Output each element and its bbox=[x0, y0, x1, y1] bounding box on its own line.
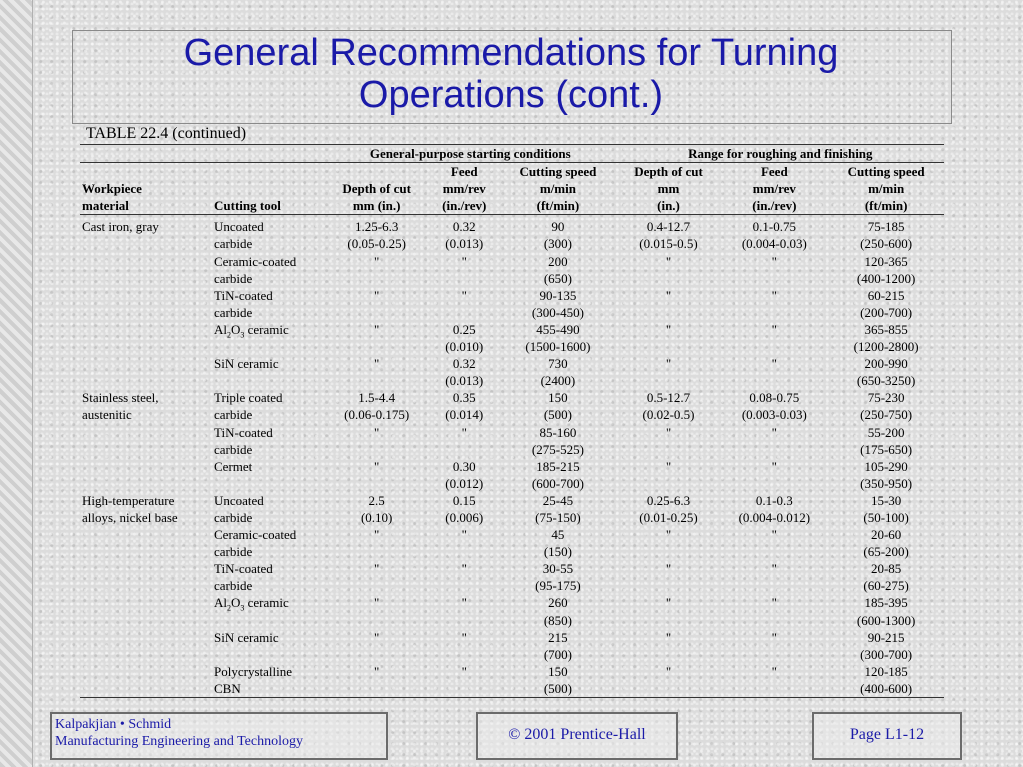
table-cell: (200-700) bbox=[860, 304, 913, 320]
table-cell bbox=[80, 475, 212, 492]
table-row bbox=[80, 270, 944, 287]
table-cell: 0.5-12.7 bbox=[646, 390, 691, 406]
table-cell: " bbox=[771, 629, 777, 645]
table-cell: (500) bbox=[543, 680, 572, 696]
table-cell: (0.013) bbox=[445, 236, 484, 252]
table-cell bbox=[80, 577, 212, 594]
table-cell bbox=[429, 680, 499, 698]
table-cell: " bbox=[665, 458, 672, 474]
table-row bbox=[80, 509, 944, 526]
table-cell: (60-275) bbox=[863, 578, 909, 594]
table-cell: (0.02-0.5) bbox=[642, 407, 695, 423]
table-cell: austenitic bbox=[82, 407, 132, 423]
header-cell: (in./rev) bbox=[429, 197, 499, 215]
table-cell: carbide bbox=[214, 236, 253, 252]
footer-copyright-box bbox=[476, 712, 678, 760]
table-cell bbox=[429, 270, 499, 287]
header-cell bbox=[80, 163, 212, 181]
table-cell: High-temperature bbox=[82, 492, 175, 508]
table-cell: " bbox=[771, 663, 777, 679]
footer-authors: Kalpakjian • Schmid bbox=[55, 717, 172, 732]
table-row bbox=[80, 304, 944, 321]
table-cell: (400-600) bbox=[860, 680, 913, 696]
table-cell: " bbox=[374, 561, 380, 577]
header-cell: Workpiece bbox=[82, 181, 142, 197]
table-row bbox=[80, 629, 944, 646]
table-cell: 0.25-6.3 bbox=[646, 492, 691, 508]
table-row bbox=[80, 646, 944, 663]
header-cell: material bbox=[80, 197, 212, 215]
footer-page-number: Page L1-12 bbox=[849, 726, 925, 743]
table-cell: carbide bbox=[214, 270, 253, 286]
header-cell: Depth of cut bbox=[342, 181, 411, 197]
table-cell: 200-990 bbox=[864, 356, 908, 372]
table-cell: 20-85 bbox=[870, 561, 902, 577]
table-cell: (0.013) bbox=[445, 373, 484, 389]
table-cell: " bbox=[374, 663, 380, 679]
table-cell: (0.004-0.012) bbox=[738, 509, 811, 525]
table-cell bbox=[80, 526, 212, 543]
table-row bbox=[80, 372, 944, 389]
table-cell bbox=[324, 338, 429, 355]
table-cell: (250-750) bbox=[860, 407, 913, 423]
table-cell: (0.006) bbox=[445, 509, 484, 525]
header-cell: (in./rev) bbox=[720, 197, 828, 215]
table-cell: Uncoated bbox=[214, 219, 264, 235]
table-cell bbox=[80, 287, 212, 304]
table-cell: 0.32 bbox=[452, 219, 476, 235]
table-cell: " bbox=[665, 287, 672, 303]
table-cell: " bbox=[461, 595, 467, 611]
table-cell: " bbox=[374, 356, 380, 372]
table-cell bbox=[429, 543, 499, 560]
table-cell bbox=[617, 577, 721, 594]
table-cell: (300) bbox=[543, 236, 572, 252]
table-cell: " bbox=[771, 253, 777, 269]
header-cell: (ft/min) bbox=[828, 197, 944, 215]
table-cell: 200 bbox=[548, 253, 568, 269]
table-cell: 0.25 bbox=[452, 321, 476, 337]
table-cell: " bbox=[461, 424, 467, 440]
table-cell bbox=[212, 646, 324, 663]
table-cell: CBN bbox=[214, 680, 241, 696]
table-cell: Cast iron, gray bbox=[82, 219, 159, 235]
table-cell: (300-700) bbox=[860, 646, 913, 662]
table-cell: Cermet bbox=[214, 458, 253, 474]
table-cell: " bbox=[665, 356, 672, 372]
table-cell: 15-30 bbox=[870, 492, 902, 508]
table-cell: " bbox=[461, 527, 467, 543]
header-cell: Feed bbox=[760, 164, 788, 180]
table-cell: 730 bbox=[548, 356, 568, 372]
table-cell bbox=[617, 338, 721, 355]
slide-title bbox=[72, 32, 950, 116]
table-cell: 90-135 bbox=[539, 287, 577, 303]
group-header-general: General-purpose starting conditions bbox=[324, 145, 617, 163]
header-cell bbox=[212, 180, 324, 197]
table-cell: (150) bbox=[543, 544, 572, 560]
table-row bbox=[80, 441, 944, 458]
footer-copyright: © 2001 Prentice-Hall bbox=[508, 726, 646, 743]
table-cell: 120-365 bbox=[864, 253, 908, 269]
header-cell: mm/rev bbox=[442, 181, 486, 197]
table-row bbox=[80, 475, 944, 492]
table-cell: $Al_2O_3$ ceramic bbox=[214, 595, 289, 614]
table-cell: SiN ceramic bbox=[214, 629, 279, 645]
table-cell: (0.015-0.5) bbox=[639, 236, 698, 252]
table-cell bbox=[80, 253, 212, 270]
table-cell bbox=[324, 612, 429, 629]
header-cell: Cutting speed bbox=[847, 164, 925, 180]
table-cell: " bbox=[771, 424, 777, 440]
table-cell bbox=[429, 612, 499, 629]
table-cell: " bbox=[461, 253, 467, 269]
header-cell: Cutting tool bbox=[212, 197, 324, 215]
table-cell: (300-450) bbox=[531, 304, 584, 320]
table-cell bbox=[617, 372, 721, 389]
table-cell: TiN-coated bbox=[214, 561, 273, 577]
table-cell bbox=[720, 304, 828, 321]
table-cell: (0.05-0.25) bbox=[347, 236, 406, 252]
table-cell: " bbox=[771, 458, 777, 474]
title-line-1: General Recommendations for Turning bbox=[183, 32, 839, 74]
table-cell: 150 bbox=[548, 390, 568, 406]
table-cell: 75-185 bbox=[867, 219, 905, 235]
table-cell: TiN-coated bbox=[214, 424, 273, 440]
table-cell: 2.5 bbox=[368, 492, 385, 508]
table-cell: (0.010) bbox=[445, 339, 484, 355]
table-row bbox=[80, 389, 944, 406]
table-cell: 0.4-12.7 bbox=[646, 219, 691, 235]
table-cell: (650-3250) bbox=[856, 373, 916, 389]
table-cell: (65-200) bbox=[863, 544, 909, 560]
table-cell bbox=[212, 612, 324, 629]
table-cell bbox=[429, 441, 499, 458]
table-cell: (700) bbox=[543, 646, 572, 662]
table-row bbox=[80, 458, 944, 475]
table-cell: " bbox=[374, 458, 380, 474]
table-row bbox=[80, 492, 944, 509]
table-cell bbox=[80, 338, 212, 355]
table-cell: 0.1-0.75 bbox=[752, 219, 796, 235]
table-cell: " bbox=[665, 424, 672, 440]
table-row bbox=[80, 680, 944, 698]
table-cell bbox=[80, 560, 212, 577]
table-row bbox=[80, 287, 944, 304]
table-cell: (0.004-0.03) bbox=[741, 236, 807, 252]
header-cell: m/min bbox=[539, 181, 576, 197]
table-cell: " bbox=[771, 321, 777, 337]
table-cell: " bbox=[374, 629, 380, 645]
table-row bbox=[80, 424, 944, 441]
table-cell: (50-100) bbox=[863, 509, 909, 525]
table-cell bbox=[720, 372, 828, 389]
left-decorative-bar bbox=[0, 0, 33, 767]
table-cell bbox=[324, 475, 429, 492]
table-cell: 0.15 bbox=[452, 492, 476, 508]
table-cell bbox=[720, 543, 828, 560]
table-cell bbox=[429, 577, 499, 594]
table-cell: (850) bbox=[543, 612, 572, 628]
table-cell: 105-290 bbox=[864, 458, 908, 474]
table-cell: 215 bbox=[548, 629, 568, 645]
table-caption: TABLE 22.4 (continued) bbox=[86, 125, 247, 142]
table-cell: " bbox=[374, 321, 380, 337]
table-cell bbox=[212, 372, 324, 389]
table-cell bbox=[324, 304, 429, 321]
table-cell: " bbox=[461, 663, 467, 679]
table-cell: (400-1200) bbox=[856, 270, 916, 286]
table-cell bbox=[720, 577, 828, 594]
table-cell: " bbox=[374, 424, 380, 440]
table-cell bbox=[80, 355, 212, 372]
footer-page-box bbox=[812, 712, 962, 760]
table-cell: $Al_2O_3$ ceramic bbox=[214, 321, 289, 340]
table-cell: " bbox=[665, 663, 672, 679]
table-row bbox=[80, 560, 944, 577]
table-cell: (1500-1600) bbox=[525, 339, 591, 355]
table-cell: 25-45 bbox=[542, 492, 574, 508]
table-cell bbox=[617, 680, 721, 698]
table-cell: carbide bbox=[214, 441, 253, 457]
table-cell: carbide bbox=[214, 407, 253, 423]
table-cell: Stainless steel, bbox=[82, 390, 159, 406]
table-cell bbox=[617, 612, 721, 629]
table-cell: " bbox=[665, 253, 672, 269]
table-cell bbox=[617, 646, 721, 663]
table-cell: (500) bbox=[543, 407, 572, 423]
table-cell: " bbox=[665, 561, 672, 577]
table-cell bbox=[212, 475, 324, 492]
table-cell bbox=[80, 612, 212, 629]
table-cell: " bbox=[374, 287, 380, 303]
table-cell bbox=[80, 458, 212, 475]
table-cell: alloys, nickel base bbox=[82, 509, 178, 525]
table-cell: (0.01-0.25) bbox=[639, 509, 698, 525]
table-cell: 75-230 bbox=[867, 390, 905, 406]
table-cell: 455-490 bbox=[536, 321, 580, 337]
table-cell: 1.25-6.3 bbox=[354, 219, 399, 235]
header-cell: mm/rev bbox=[752, 181, 796, 197]
table-cell: Ceramic-coated bbox=[214, 527, 297, 543]
table-cell: (0.003-0.03) bbox=[741, 407, 807, 423]
table-cell: TiN-coated bbox=[214, 287, 273, 303]
table-cell bbox=[617, 543, 721, 560]
table-cell bbox=[720, 338, 828, 355]
table-cell: 0.08-0.75 bbox=[749, 390, 800, 406]
table-cell bbox=[80, 594, 212, 611]
table-cell: 0.32 bbox=[452, 356, 476, 372]
table-cell bbox=[324, 372, 429, 389]
table-cell: " bbox=[771, 356, 777, 372]
table-cell: (275-525) bbox=[531, 441, 584, 457]
table-cell: " bbox=[665, 527, 672, 543]
table-cell: Triple coated bbox=[214, 390, 283, 406]
table-cell: 185-395 bbox=[864, 595, 908, 611]
header-cell: Depth of cut bbox=[634, 164, 703, 180]
table-cell: 45 bbox=[551, 527, 565, 543]
table-cell: 260 bbox=[548, 595, 568, 611]
table-cell: 365-855 bbox=[864, 321, 908, 337]
table-cell: (75-150) bbox=[535, 509, 581, 525]
table-cell: carbide bbox=[214, 544, 253, 560]
table-row bbox=[80, 594, 944, 611]
header-cell: mm bbox=[657, 181, 680, 197]
turning-recommendations-table bbox=[80, 144, 944, 698]
table-cell: 120-185 bbox=[864, 663, 908, 679]
table-cell bbox=[80, 680, 212, 698]
table-cell: 20-60 bbox=[870, 527, 902, 543]
table-row bbox=[80, 526, 944, 543]
table-cell: (0.06-0.175) bbox=[344, 407, 410, 423]
table-cell: " bbox=[461, 287, 467, 303]
table-cell bbox=[212, 338, 324, 355]
table-cell bbox=[80, 372, 212, 389]
table-cell bbox=[80, 646, 212, 663]
header-cell: (in.) bbox=[617, 197, 721, 215]
table-cell bbox=[80, 321, 212, 338]
table-row bbox=[80, 406, 944, 423]
table-cell: 185-215 bbox=[536, 458, 580, 474]
table-cell: 30-55 bbox=[542, 561, 574, 577]
table-cell: 1.5-4.4 bbox=[358, 390, 396, 406]
table-cell bbox=[324, 646, 429, 663]
table-cell: " bbox=[461, 629, 467, 645]
table-cell bbox=[80, 235, 212, 252]
table-cell bbox=[80, 543, 212, 560]
table-cell bbox=[80, 663, 212, 680]
table-cell bbox=[324, 577, 429, 594]
table-cell: 90-215 bbox=[867, 629, 905, 645]
table-row bbox=[80, 577, 944, 594]
table-cell bbox=[617, 270, 721, 287]
table-cell: (600-1300) bbox=[856, 612, 916, 628]
table-cell bbox=[80, 441, 212, 458]
table-cell: " bbox=[665, 321, 672, 337]
table-cell: (0.10) bbox=[360, 509, 393, 525]
table-row bbox=[80, 663, 944, 680]
table-cell: carbide bbox=[214, 509, 253, 525]
group-header-range: Range for roughing and finishing bbox=[617, 145, 944, 163]
table-cell: 90 bbox=[551, 219, 565, 235]
table-cell bbox=[80, 424, 212, 441]
table-cell: 0.1-0.3 bbox=[755, 492, 793, 508]
table-cell: (350-950) bbox=[860, 475, 913, 491]
table-cell: (2400) bbox=[540, 373, 576, 389]
table-cell bbox=[720, 270, 828, 287]
header-cell: Cutting speed bbox=[519, 164, 597, 180]
table-cell: " bbox=[771, 595, 777, 611]
table-cell bbox=[617, 304, 721, 321]
table-cell: SiN ceramic bbox=[214, 356, 279, 372]
footer-authors-box bbox=[50, 712, 388, 760]
footer-book-title: Manufacturing Engineering and Technology bbox=[55, 734, 303, 749]
table-cell: (1200-2800) bbox=[853, 339, 919, 355]
table-cell: 85-160 bbox=[539, 424, 577, 440]
table-cell bbox=[80, 270, 212, 287]
table-cell: (600-700) bbox=[531, 475, 584, 491]
table-cell: 0.30 bbox=[452, 458, 476, 474]
table-row bbox=[80, 253, 944, 270]
table-cell: Ceramic-coated bbox=[214, 253, 297, 269]
table-cell: " bbox=[374, 253, 380, 269]
table-cell: " bbox=[771, 561, 777, 577]
table-cell: (250-600) bbox=[860, 236, 913, 252]
table-cell bbox=[324, 441, 429, 458]
table-row bbox=[80, 215, 944, 236]
table-cell: (0.014) bbox=[445, 407, 484, 423]
table-row bbox=[80, 612, 944, 629]
table-cell bbox=[720, 475, 828, 492]
table-cell bbox=[324, 270, 429, 287]
table-cell: " bbox=[771, 527, 777, 543]
table-cell: 150 bbox=[548, 663, 568, 679]
table-cell: (650) bbox=[543, 270, 572, 286]
header-cell bbox=[212, 163, 324, 181]
table-cell bbox=[324, 680, 429, 698]
table-cell: 60-215 bbox=[867, 287, 905, 303]
table-cell: carbide bbox=[214, 578, 253, 594]
table-row bbox=[80, 338, 944, 355]
table-cell: " bbox=[374, 527, 380, 543]
table-cell: (0.012) bbox=[445, 475, 484, 491]
table-cell bbox=[617, 441, 721, 458]
title-line-2: Operations (cont.) bbox=[358, 74, 664, 116]
table-cell bbox=[720, 646, 828, 663]
header-cell: Feed bbox=[450, 164, 478, 180]
table-row bbox=[80, 543, 944, 560]
table-cell bbox=[720, 441, 828, 458]
table-row bbox=[80, 321, 944, 338]
table-cell: 0.35 bbox=[452, 390, 476, 406]
table-cell bbox=[429, 646, 499, 663]
table-cell: (95-175) bbox=[535, 578, 581, 594]
table-cell bbox=[80, 629, 212, 646]
table-cell: " bbox=[771, 287, 777, 303]
header-cell bbox=[324, 163, 429, 181]
header-cell: (ft/min) bbox=[499, 197, 616, 215]
table-cell: Uncoated bbox=[214, 492, 264, 508]
table-cell: " bbox=[665, 595, 672, 611]
table-cell bbox=[617, 475, 721, 492]
table-cell: carbide bbox=[214, 304, 253, 320]
table-cell bbox=[324, 543, 429, 560]
table-cell bbox=[429, 304, 499, 321]
table-cell: " bbox=[461, 561, 467, 577]
header-cell: m/min bbox=[868, 181, 905, 197]
table-cell: (175-650) bbox=[860, 441, 913, 457]
table-cell: Polycrystalline bbox=[214, 663, 292, 679]
table-cell bbox=[720, 680, 828, 698]
table-cell bbox=[80, 304, 212, 321]
table-cell: 55-200 bbox=[867, 424, 905, 440]
table-row bbox=[80, 355, 944, 372]
table-cell: " bbox=[665, 629, 672, 645]
header-cell: mm (in.) bbox=[324, 197, 429, 215]
table-cell: " bbox=[374, 595, 380, 611]
table-cell bbox=[720, 612, 828, 629]
table-row bbox=[80, 235, 944, 252]
